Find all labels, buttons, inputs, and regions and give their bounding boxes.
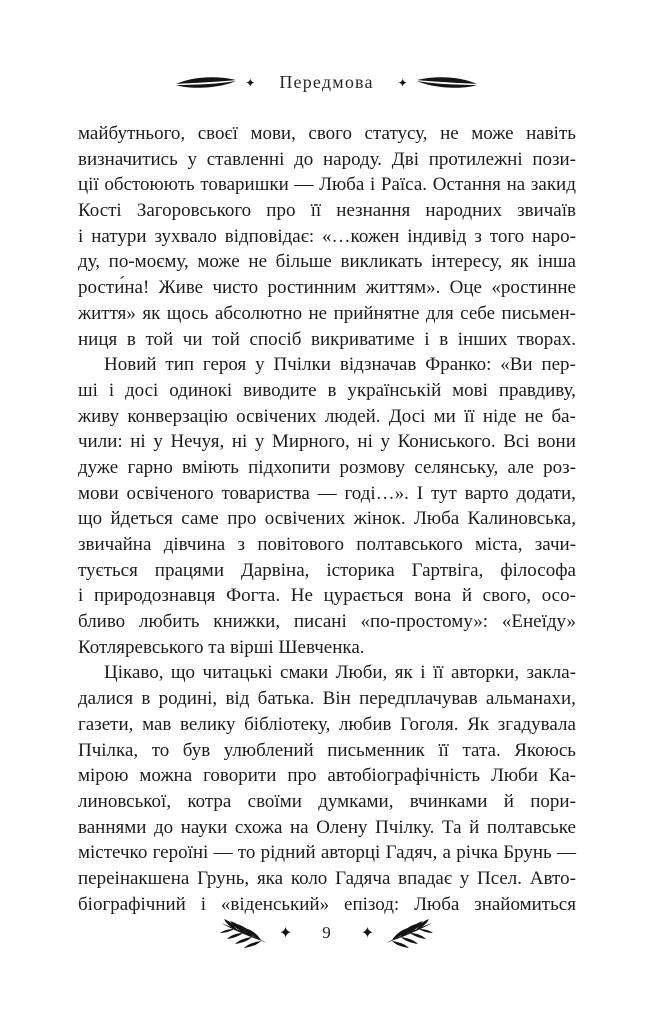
text-line: ції обстоюють товаришки — Люба і Раїса. Остання на закид (78, 174, 576, 196)
text-line: дуже гарно вміють підхопити розмову селянську, але роз- (78, 456, 576, 478)
diamond-icon: ✦ (397, 75, 408, 90)
text-line: Пчілка, то був улюблений письменник її тата. Якоюсь (78, 739, 576, 761)
text-line: переінакшена Грунь, яка коло Гадяча впадає у Псел. Авто- (78, 867, 576, 889)
page-number: 9 (322, 923, 331, 942)
text-line: звичайна дівчина з повітового полтавського міста, зачи- (78, 534, 576, 555)
paragraph (78, 352, 576, 660)
text-line: визначитись у ставленні до народу. Дві протилежні пози- (78, 148, 576, 170)
text-line: що йдеться саме про освічених жінок. Люба Калиновська, (78, 508, 576, 530)
diamond-icon: ✦ (360, 923, 375, 942)
text-line: Кості Загоровського про її незнання народних звичаїв (78, 200, 576, 222)
text-line: бливо любить книжки, писані «по-простому»: «Енеїду» (78, 611, 576, 633)
diamond-icon: ✦ (278, 923, 293, 942)
text-line: ваннями до науки схожа на Олену Пчілку. Та й полтавське (78, 816, 576, 838)
text-line: і натури зухвало відповідає: «…кожен індивід з того наро- (78, 225, 576, 247)
fern-branch-right-icon (384, 918, 436, 948)
laurel-leaf-right-icon (416, 75, 478, 91)
laurel-leaf-left-icon (175, 75, 237, 91)
text-line: далися в родині, від батька. Він передплачував альманахи, (78, 688, 576, 710)
text-line: живу конверзацію освічених людей. Досі ми її ніде не ба- (78, 405, 576, 427)
text-line: рости́на! Живе чисто ростинним життям». Оце «ростинне (78, 277, 576, 299)
text-line: мірою можна говорити про автобіографічність Люби Ка- (78, 765, 576, 787)
body-text (78, 121, 576, 917)
paragraph (78, 121, 576, 352)
text-line: містечко героїні — то рідний авторці Гадяч, а річка Брунь — (78, 842, 576, 864)
text-line: життя» як щось абсолютно не прийнятне для себе письмен- (78, 302, 576, 324)
text-line: Новий тип героя у Пчілки відзначав Франко: «Ви пер- (104, 354, 576, 376)
page-footer (0, 918, 653, 948)
text-line: майбутнього, своєї мови, свого статусу, не може навіть (78, 123, 576, 144)
diamond-icon: ✦ (245, 75, 256, 90)
text-line: Цікаво, що читацькі смаки Люби, як і її авторки, закла- (104, 662, 576, 684)
text-line: газети, мав велику бібліотеку, любив Гоголя. Як згадувала (78, 713, 576, 735)
page-header (0, 72, 653, 93)
text-line: ші і досі одинокі виводите в українській мові правдиву, (78, 379, 576, 401)
text-line: ду, по-моєму, може не більше викликать інтересу, як інша (78, 251, 576, 273)
text-line: мови освіченого товариства — годі…». І тут варто додати, (78, 482, 576, 504)
fern-branch-left-icon (217, 918, 269, 948)
text-line: ниця в той чи той спосіб викриватиме і в інших творах. (78, 328, 576, 350)
text-line: біографічний і «віденський» епізод: Люба знайомиться (78, 893, 576, 915)
text-line: і природознавця Фогта. Не цурається вона й свого, осо- (78, 585, 576, 607)
text-line: чили: ні у Нечуя, ні у Мирного, ні у Кониського. Всі вони (78, 431, 576, 453)
text-line: тується працями Дарвіна, історика Гартвіга, філософа (78, 559, 576, 581)
text-line: Котляревського та вірші Шевченка. (78, 636, 365, 658)
paragraph (78, 660, 576, 917)
text-line: линовської, котра своїми думками, вчинками й пори- (78, 790, 576, 812)
chapter-title: Передмова (279, 72, 374, 92)
